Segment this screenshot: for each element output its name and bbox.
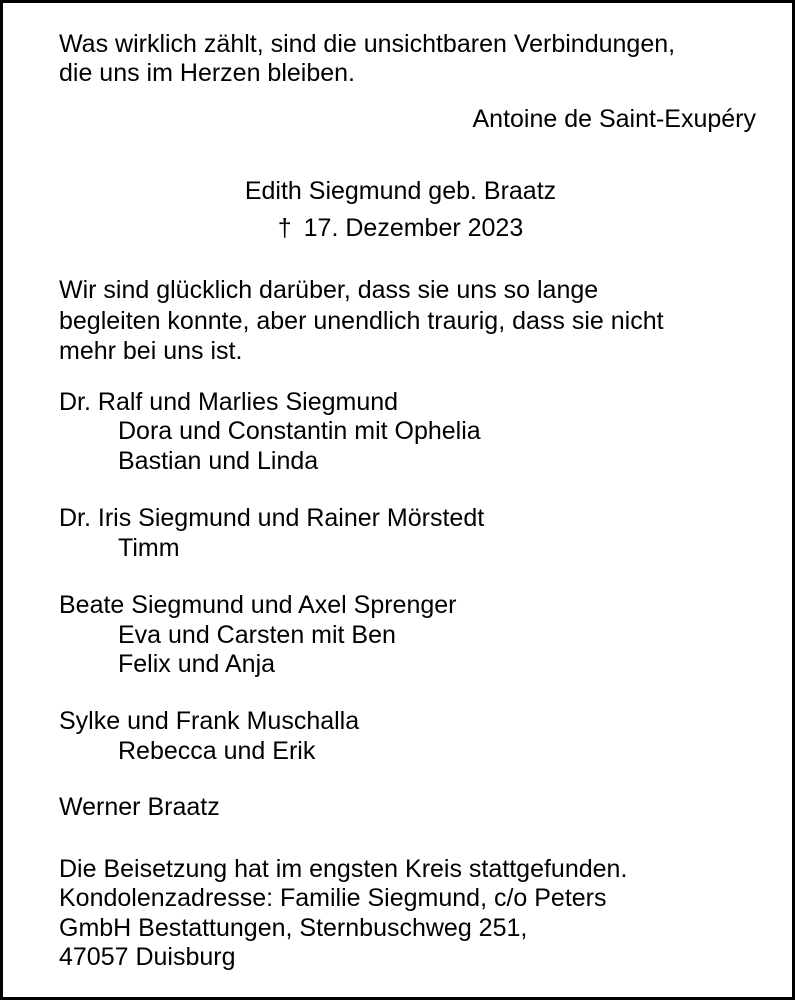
message-line: Wir sind glücklich darüber, dass sie uns so lange bbox=[59, 276, 599, 304]
quote-line: die uns im Herzen bleiben. bbox=[59, 59, 355, 87]
death-date: 17. Dezember 2023 bbox=[303, 214, 524, 242]
mourner-head: Beate Siegmund und Axel Sprenger bbox=[59, 591, 457, 619]
cross-symbol: † bbox=[277, 214, 292, 242]
quote-author: Antoine de Saint-Exupéry bbox=[472, 105, 756, 133]
mourner-head: Sylke und Frank Muschalla bbox=[59, 707, 360, 735]
mourner-head: Dr. Iris Siegmund und Rainer Mörstedt bbox=[59, 504, 485, 532]
message-line: begleiten konnte, aber unendlich traurig, dass sie nicht bbox=[59, 307, 664, 335]
mourner-child: Eva und Carsten mit Ben bbox=[118, 621, 396, 649]
notice-line: 47057 Duisburg bbox=[59, 943, 236, 971]
mourner-child: Bastian und Linda bbox=[118, 447, 319, 475]
notice-line: Kondolenzadresse: Familie Siegmund, c/o Peters bbox=[59, 884, 607, 912]
notice-line: GmbH Bestattungen, Sternbuschweg 251, bbox=[59, 914, 528, 942]
mourner-child: Dora und Constantin mit Ophelia bbox=[118, 417, 481, 445]
mourner-child: Rebecca und Erik bbox=[118, 737, 316, 765]
message-line: mehr bei uns ist. bbox=[59, 337, 243, 365]
mourner-child: Felix und Anja bbox=[118, 650, 276, 678]
mourner-head: Dr. Ralf und Marlies Siegmund bbox=[59, 388, 399, 416]
mourner-child: Timm bbox=[118, 534, 180, 562]
mourner-head: Werner Braatz bbox=[59, 793, 220, 821]
death-date-line bbox=[3, 213, 795, 243]
quote-line: Was wirklich zählt, sind die unsichtbaren Verbindungen, bbox=[59, 30, 676, 58]
deceased-name: Edith Siegmund geb. Braatz bbox=[244, 177, 557, 205]
notice-line: Die Beisetzung hat im engsten Kreis stattgefunden. bbox=[59, 855, 628, 883]
